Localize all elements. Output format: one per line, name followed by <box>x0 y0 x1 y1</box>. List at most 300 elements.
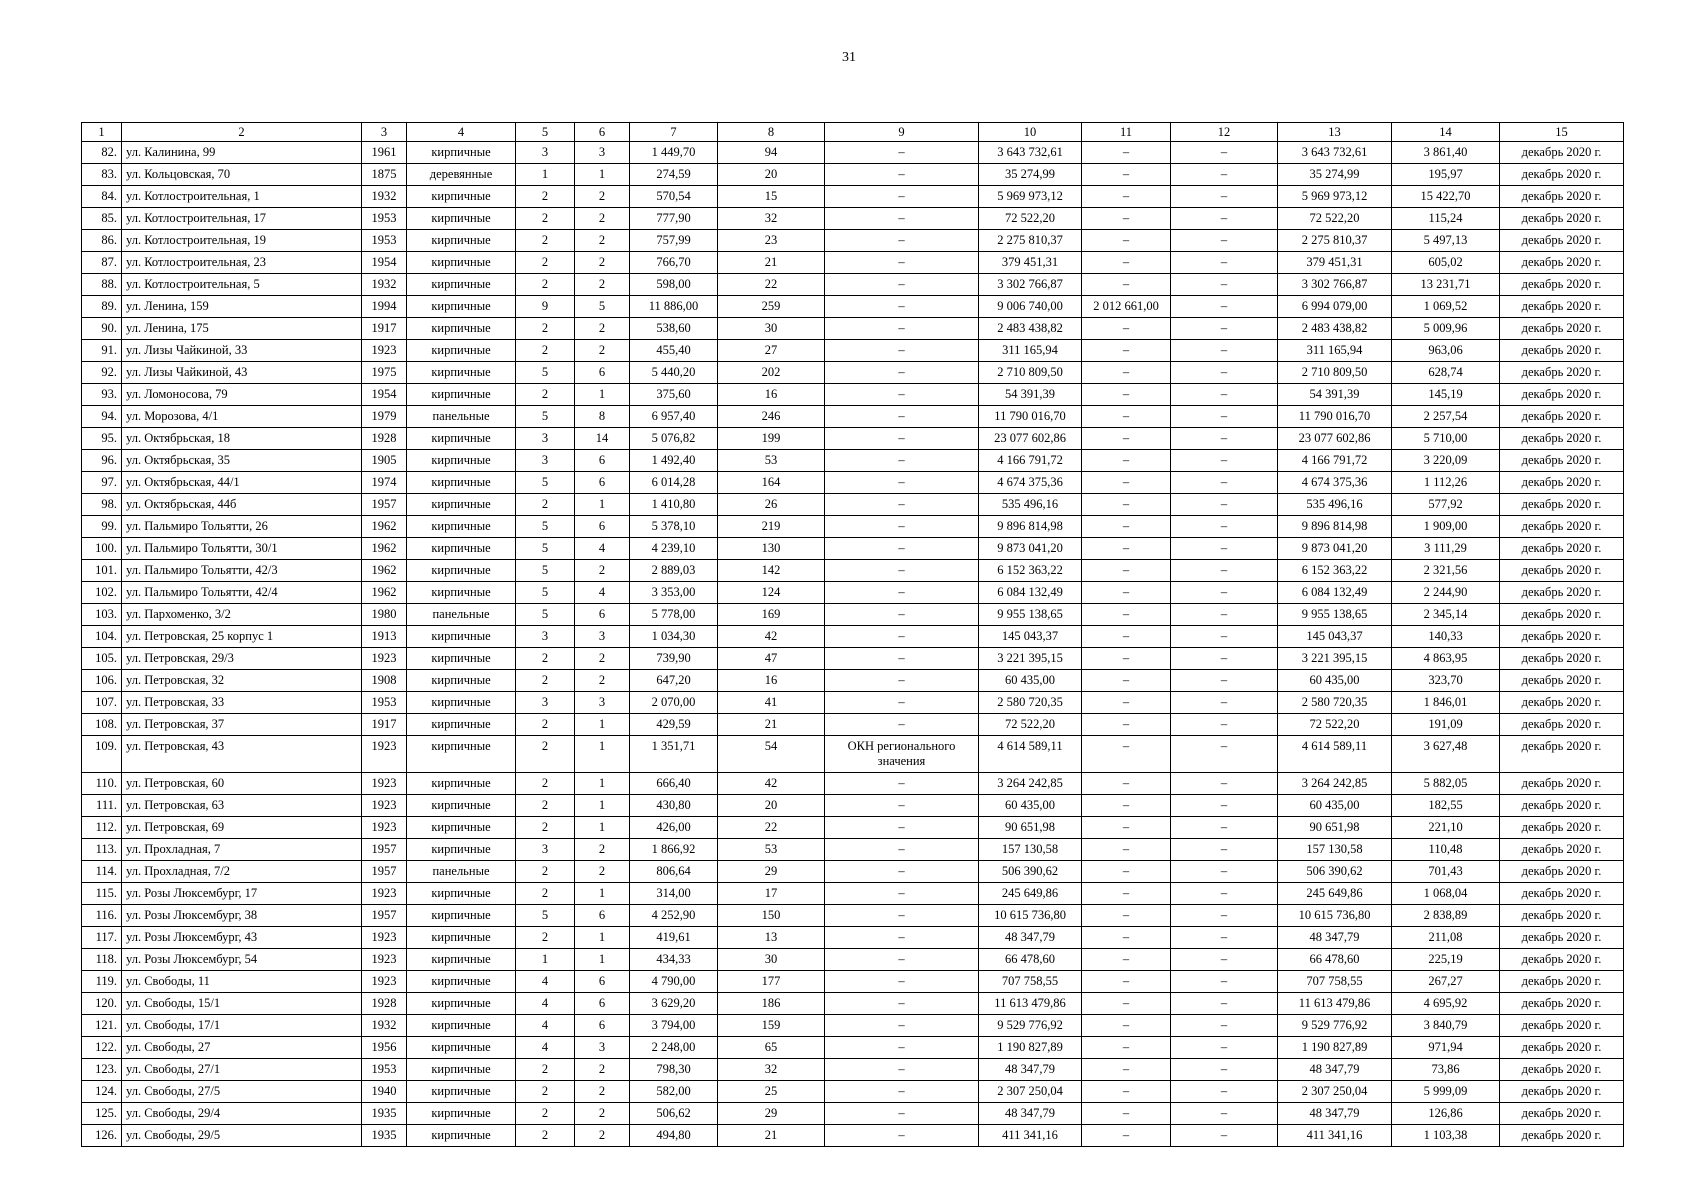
cell-heritage-status: – <box>825 949 979 971</box>
cell-address: ул. Пархоменко, 3/2 <box>122 604 362 626</box>
cell-completion-date: декабрь 2020 г. <box>1500 670 1624 692</box>
cell-completion-date: декабрь 2020 г. <box>1500 1059 1624 1081</box>
cell-total-cost: 9 896 814,98 <box>979 516 1082 538</box>
cell-wall-material: кирпичные <box>407 1103 516 1125</box>
cell-wall-material: кирпичные <box>407 472 516 494</box>
cell-cost-col-11: – <box>1082 450 1171 472</box>
cell-cost-col-13: 4 166 791,72 <box>1278 450 1392 472</box>
cell-year-built: 1928 <box>362 993 407 1015</box>
cell-year-built: 1953 <box>362 208 407 230</box>
cell-cost-col-12: – <box>1171 362 1278 384</box>
cell-heritage-status: – <box>825 971 979 993</box>
cell-year-built: 1962 <box>362 516 407 538</box>
cell-floors: 1 <box>516 949 575 971</box>
cell-cost-col-13: 10 615 736,80 <box>1278 905 1392 927</box>
cell-floors: 2 <box>516 1125 575 1147</box>
cell-heritage-status: – <box>825 773 979 795</box>
cell-heritage-status: – <box>825 604 979 626</box>
cell-floors: 4 <box>516 993 575 1015</box>
cell-total-area: 375,60 <box>630 384 718 406</box>
cell-total-area: 1 866,92 <box>630 839 718 861</box>
cell-row-number: 88. <box>82 274 122 296</box>
cell-cost-col-13: 54 391,39 <box>1278 384 1392 406</box>
cell-heritage-status: – <box>825 318 979 340</box>
cell-cost-per-sqm: 110,48 <box>1392 839 1500 861</box>
cell-year-built: 1953 <box>362 692 407 714</box>
cell-address: ул. Октябрьская, 18 <box>122 428 362 450</box>
cell-cost-per-sqm: 628,74 <box>1392 362 1500 384</box>
cell-cost-per-sqm: 3 840,79 <box>1392 1015 1500 1037</box>
cell-cost-col-12: – <box>1171 186 1278 208</box>
cell-row-number: 119. <box>82 971 122 993</box>
cell-year-built: 1975 <box>362 362 407 384</box>
cell-entrances: 3 <box>575 626 630 648</box>
cell-cost-col-12: – <box>1171 839 1278 861</box>
table-row <box>82 230 1624 252</box>
cell-wall-material: кирпичные <box>407 670 516 692</box>
table-row <box>82 274 1624 296</box>
cell-row-number: 96. <box>82 450 122 472</box>
cell-cost-col-11: – <box>1082 252 1171 274</box>
cell-row-number: 92. <box>82 362 122 384</box>
cell-heritage-status: – <box>825 208 979 230</box>
cell-cost-per-sqm: 225,19 <box>1392 949 1500 971</box>
cell-total-cost: 60 435,00 <box>979 670 1082 692</box>
cell-total-cost: 2 483 438,82 <box>979 318 1082 340</box>
cell-wall-material: кирпичные <box>407 795 516 817</box>
cell-wall-material: панельные <box>407 604 516 626</box>
table-row <box>82 318 1624 340</box>
cell-total-cost: 3 221 395,15 <box>979 648 1082 670</box>
cell-heritage-status: – <box>825 670 979 692</box>
cell-wall-material: кирпичные <box>407 516 516 538</box>
cell-entrances: 2 <box>575 318 630 340</box>
cell-address: ул. Розы Люксембург, 54 <box>122 949 362 971</box>
table-row <box>82 773 1624 795</box>
cell-residents: 29 <box>718 1103 825 1125</box>
cell-row-number: 98. <box>82 494 122 516</box>
cell-floors: 3 <box>516 839 575 861</box>
cell-entrances: 2 <box>575 670 630 692</box>
cell-entrances: 4 <box>575 582 630 604</box>
cell-heritage-status: – <box>825 450 979 472</box>
cell-cost-col-13: 48 347,79 <box>1278 927 1392 949</box>
column-header-5: 5 <box>516 123 575 142</box>
cell-wall-material: кирпичные <box>407 1059 516 1081</box>
cell-residents: 16 <box>718 384 825 406</box>
cell-address: ул. Котлостроительная, 19 <box>122 230 362 252</box>
column-header-15: 15 <box>1500 123 1624 142</box>
cell-completion-date: декабрь 2020 г. <box>1500 164 1624 186</box>
cell-floors: 2 <box>516 186 575 208</box>
cell-address: ул. Петровская, 60 <box>122 773 362 795</box>
cell-row-number: 111. <box>82 795 122 817</box>
cell-wall-material: кирпичные <box>407 1037 516 1059</box>
cell-heritage-status: – <box>825 1037 979 1059</box>
cell-wall-material: кирпичные <box>407 230 516 252</box>
cell-cost-col-12: – <box>1171 773 1278 795</box>
cell-wall-material: кирпичные <box>407 817 516 839</box>
cell-cost-col-13: 245 649,86 <box>1278 883 1392 905</box>
cell-total-area: 647,20 <box>630 670 718 692</box>
cell-floors: 4 <box>516 1037 575 1059</box>
cell-wall-material: кирпичные <box>407 252 516 274</box>
cell-total-cost: 72 522,20 <box>979 714 1082 736</box>
cell-year-built: 1923 <box>362 773 407 795</box>
cell-completion-date: декабрь 2020 г. <box>1500 861 1624 883</box>
cell-completion-date: декабрь 2020 г. <box>1500 142 1624 164</box>
cell-total-area: 314,00 <box>630 883 718 905</box>
cell-residents: 23 <box>718 230 825 252</box>
cell-address: ул. Ленина, 159 <box>122 296 362 318</box>
cell-total-area: 1 034,30 <box>630 626 718 648</box>
cell-cost-col-13: 48 347,79 <box>1278 1059 1392 1081</box>
cell-wall-material: кирпичные <box>407 428 516 450</box>
cell-cost-col-12: – <box>1171 494 1278 516</box>
cell-cost-col-12: – <box>1171 318 1278 340</box>
cell-residents: 65 <box>718 1037 825 1059</box>
table-row <box>82 795 1624 817</box>
cell-wall-material: кирпичные <box>407 582 516 604</box>
cell-heritage-status: – <box>825 817 979 839</box>
cell-completion-date: декабрь 2020 г. <box>1500 318 1624 340</box>
cell-cost-col-11: – <box>1082 670 1171 692</box>
cell-entrances: 2 <box>575 560 630 582</box>
cell-cost-col-13: 157 130,58 <box>1278 839 1392 861</box>
cell-row-number: 123. <box>82 1059 122 1081</box>
cell-cost-col-11: – <box>1082 516 1171 538</box>
cell-residents: 219 <box>718 516 825 538</box>
cell-address: ул. Ленина, 175 <box>122 318 362 340</box>
table-row <box>82 494 1624 516</box>
cell-wall-material: кирпичные <box>407 949 516 971</box>
cell-wall-material: кирпичные <box>407 538 516 560</box>
cell-total-cost: 48 347,79 <box>979 1103 1082 1125</box>
cell-total-area: 582,00 <box>630 1081 718 1103</box>
table-row <box>82 538 1624 560</box>
cell-cost-col-11: – <box>1082 949 1171 971</box>
table-row <box>82 186 1624 208</box>
cell-total-cost: 11 790 016,70 <box>979 406 1082 428</box>
cell-entrances: 3 <box>575 1037 630 1059</box>
cell-cost-per-sqm: 4 863,95 <box>1392 648 1500 670</box>
cell-cost-col-11: – <box>1082 817 1171 839</box>
cell-cost-col-13: 411 341,16 <box>1278 1125 1392 1147</box>
column-header-3: 3 <box>362 123 407 142</box>
cell-wall-material: кирпичные <box>407 648 516 670</box>
cell-cost-per-sqm: 73,86 <box>1392 1059 1500 1081</box>
cell-heritage-status: – <box>825 1015 979 1037</box>
cell-total-cost: 707 758,55 <box>979 971 1082 993</box>
cell-total-area: 5 778,00 <box>630 604 718 626</box>
cell-cost-col-11: – <box>1082 1059 1171 1081</box>
table-row <box>82 1059 1624 1081</box>
cell-total-area: 2 070,00 <box>630 692 718 714</box>
cell-cost-col-11: – <box>1082 692 1171 714</box>
cell-entrances: 2 <box>575 1103 630 1125</box>
cell-entrances: 2 <box>575 340 630 362</box>
cell-year-built: 1908 <box>362 670 407 692</box>
cell-cost-per-sqm: 126,86 <box>1392 1103 1500 1125</box>
cell-completion-date: декабрь 2020 г. <box>1500 340 1624 362</box>
cell-entrances: 1 <box>575 883 630 905</box>
cell-cost-col-13: 72 522,20 <box>1278 714 1392 736</box>
cell-floors: 3 <box>516 450 575 472</box>
cell-cost-col-13: 66 478,60 <box>1278 949 1392 971</box>
cell-cost-col-11: – <box>1082 428 1171 450</box>
cell-cost-col-11: – <box>1082 648 1171 670</box>
cell-cost-col-11: – <box>1082 1015 1171 1037</box>
cell-completion-date: декабрь 2020 г. <box>1500 692 1624 714</box>
cell-cost-col-12: – <box>1171 626 1278 648</box>
cell-total-cost: 23 077 602,86 <box>979 428 1082 450</box>
cell-completion-date: декабрь 2020 г. <box>1500 362 1624 384</box>
cell-total-cost: 5 969 973,12 <box>979 186 1082 208</box>
cell-address: ул. Пальмиро Тольятти, 42/3 <box>122 560 362 582</box>
cell-residents: 21 <box>718 1125 825 1147</box>
table-row <box>82 582 1624 604</box>
cell-cost-per-sqm: 3 111,29 <box>1392 538 1500 560</box>
cell-wall-material: кирпичные <box>407 773 516 795</box>
cell-cost-col-11: – <box>1082 164 1171 186</box>
cell-cost-per-sqm: 971,94 <box>1392 1037 1500 1059</box>
cell-wall-material: кирпичные <box>407 296 516 318</box>
column-header-7: 7 <box>630 123 718 142</box>
cell-heritage-status: – <box>825 1081 979 1103</box>
cell-heritage-status: – <box>825 406 979 428</box>
cell-cost-col-11: – <box>1082 230 1171 252</box>
cell-total-area: 538,60 <box>630 318 718 340</box>
cell-residents: 15 <box>718 186 825 208</box>
cell-entrances: 1 <box>575 927 630 949</box>
cell-heritage-status: – <box>825 230 979 252</box>
cell-address: ул. Розы Люксембург, 43 <box>122 927 362 949</box>
cell-total-cost: 9 006 740,00 <box>979 296 1082 318</box>
column-header-6: 6 <box>575 123 630 142</box>
cell-wall-material: кирпичные <box>407 1081 516 1103</box>
cell-heritage-status: – <box>825 582 979 604</box>
table-row <box>82 1081 1624 1103</box>
cell-year-built: 1923 <box>362 927 407 949</box>
cell-completion-date: декабрь 2020 г. <box>1500 883 1624 905</box>
cell-cost-col-13: 379 451,31 <box>1278 252 1392 274</box>
column-header-8: 8 <box>718 123 825 142</box>
cell-completion-date: декабрь 2020 г. <box>1500 538 1624 560</box>
table-row <box>82 296 1624 318</box>
cell-total-cost: 4 614 589,11 <box>979 736 1082 773</box>
cell-row-number: 126. <box>82 1125 122 1147</box>
cell-entrances: 1 <box>575 714 630 736</box>
cell-cost-col-13: 72 522,20 <box>1278 208 1392 230</box>
cell-residents: 21 <box>718 714 825 736</box>
cell-row-number: 107. <box>82 692 122 714</box>
cell-floors: 2 <box>516 208 575 230</box>
cell-cost-col-13: 6 084 132,49 <box>1278 582 1392 604</box>
cell-floors: 2 <box>516 1081 575 1103</box>
cell-wall-material: кирпичные <box>407 1015 516 1037</box>
cell-cost-col-11: 2 012 661,00 <box>1082 296 1171 318</box>
cell-cost-col-11: – <box>1082 340 1171 362</box>
cell-floors: 2 <box>516 1103 575 1125</box>
cell-year-built: 1953 <box>362 1059 407 1081</box>
cell-entrances: 6 <box>575 1015 630 1037</box>
cell-residents: 159 <box>718 1015 825 1037</box>
cell-row-number: 99. <box>82 516 122 538</box>
cell-wall-material: кирпичные <box>407 318 516 340</box>
cell-cost-col-11: – <box>1082 1037 1171 1059</box>
cell-total-cost: 35 274,99 <box>979 164 1082 186</box>
cell-completion-date: декабрь 2020 г. <box>1500 736 1624 773</box>
cell-total-cost: 4 674 375,36 <box>979 472 1082 494</box>
cell-residents: 32 <box>718 208 825 230</box>
cell-cost-per-sqm: 182,55 <box>1392 795 1500 817</box>
cell-total-cost: 48 347,79 <box>979 1059 1082 1081</box>
cell-completion-date: декабрь 2020 г. <box>1500 450 1624 472</box>
cell-total-area: 419,61 <box>630 927 718 949</box>
cell-address: ул. Петровская, 32 <box>122 670 362 692</box>
cell-residents: 41 <box>718 692 825 714</box>
cell-cost-col-12: – <box>1171 516 1278 538</box>
cell-row-number: 121. <box>82 1015 122 1037</box>
cell-cost-col-11: – <box>1082 714 1171 736</box>
table-row <box>82 560 1624 582</box>
cell-cost-col-12: – <box>1171 817 1278 839</box>
cell-cost-col-11: – <box>1082 406 1171 428</box>
cell-residents: 164 <box>718 472 825 494</box>
cell-cost-per-sqm: 5 497,13 <box>1392 230 1500 252</box>
table-row <box>82 993 1624 1015</box>
cell-wall-material: кирпичные <box>407 927 516 949</box>
column-header-14: 14 <box>1392 123 1500 142</box>
cell-row-number: 90. <box>82 318 122 340</box>
cell-cost-per-sqm: 4 695,92 <box>1392 993 1500 1015</box>
cell-cost-col-11: – <box>1082 318 1171 340</box>
column-header-2: 2 <box>122 123 362 142</box>
cell-cost-col-13: 90 651,98 <box>1278 817 1392 839</box>
cell-cost-per-sqm: 1 069,52 <box>1392 296 1500 318</box>
cell-row-number: 116. <box>82 905 122 927</box>
cell-cost-per-sqm: 605,02 <box>1392 252 1500 274</box>
cell-completion-date: декабрь 2020 г. <box>1500 1081 1624 1103</box>
cell-wall-material: кирпичные <box>407 714 516 736</box>
cell-entrances: 6 <box>575 516 630 538</box>
cell-cost-per-sqm: 1 068,04 <box>1392 883 1500 905</box>
cell-cost-col-11: – <box>1082 927 1171 949</box>
cell-total-cost: 3 264 242,85 <box>979 773 1082 795</box>
cell-wall-material: кирпичные <box>407 384 516 406</box>
cell-floors: 4 <box>516 971 575 993</box>
table-row <box>82 604 1624 626</box>
cell-floors: 2 <box>516 817 575 839</box>
cell-year-built: 1957 <box>362 861 407 883</box>
table-row <box>82 208 1624 230</box>
cell-cost-per-sqm: 115,24 <box>1392 208 1500 230</box>
cell-entrances: 2 <box>575 648 630 670</box>
cell-residents: 186 <box>718 993 825 1015</box>
cell-cost-col-13: 6 152 363,22 <box>1278 560 1392 582</box>
table-row <box>82 927 1624 949</box>
cell-cost-per-sqm: 195,97 <box>1392 164 1500 186</box>
cell-entrances: 1 <box>575 494 630 516</box>
cell-address: ул. Котлостроительная, 5 <box>122 274 362 296</box>
cell-residents: 199 <box>718 428 825 450</box>
cell-row-number: 89. <box>82 296 122 318</box>
cell-total-area: 6 014,28 <box>630 472 718 494</box>
cell-entrances: 2 <box>575 1059 630 1081</box>
cell-cost-per-sqm: 5 710,00 <box>1392 428 1500 450</box>
cell-address: ул. Свободы, 17/1 <box>122 1015 362 1037</box>
cell-year-built: 1957 <box>362 905 407 927</box>
cell-completion-date: декабрь 2020 г. <box>1500 773 1624 795</box>
cell-cost-col-11: – <box>1082 494 1171 516</box>
cell-row-number: 105. <box>82 648 122 670</box>
cell-address: ул. Розы Люксембург, 38 <box>122 905 362 927</box>
cell-floors: 2 <box>516 648 575 670</box>
cell-cost-col-12: – <box>1171 883 1278 905</box>
cell-wall-material: кирпичные <box>407 626 516 648</box>
cell-total-cost: 9 873 041,20 <box>979 538 1082 560</box>
column-header-11: 11 <box>1082 123 1171 142</box>
cell-address: ул. Котлостроительная, 17 <box>122 208 362 230</box>
cell-floors: 3 <box>516 142 575 164</box>
cell-entrances: 4 <box>575 538 630 560</box>
cell-row-number: 113. <box>82 839 122 861</box>
cell-cost-col-11: – <box>1082 472 1171 494</box>
cell-heritage-status: – <box>825 993 979 1015</box>
cell-residents: 42 <box>718 773 825 795</box>
cell-residents: 13 <box>718 927 825 949</box>
cell-entrances: 3 <box>575 142 630 164</box>
cell-cost-col-13: 2 275 810,37 <box>1278 230 1392 252</box>
cell-floors: 2 <box>516 714 575 736</box>
cell-total-cost: 4 166 791,72 <box>979 450 1082 472</box>
cell-cost-per-sqm: 191,09 <box>1392 714 1500 736</box>
cell-cost-col-11: – <box>1082 538 1171 560</box>
cell-total-cost: 2 710 809,50 <box>979 362 1082 384</box>
cell-heritage-status: – <box>825 384 979 406</box>
cell-entrances: 8 <box>575 406 630 428</box>
cell-total-area: 757,99 <box>630 230 718 252</box>
cell-year-built: 1957 <box>362 494 407 516</box>
cell-wall-material: деревянные <box>407 164 516 186</box>
cell-completion-date: декабрь 2020 г. <box>1500 1125 1624 1147</box>
cell-floors: 5 <box>516 472 575 494</box>
cell-entrances: 1 <box>575 773 630 795</box>
cell-floors: 3 <box>516 626 575 648</box>
cell-total-area: 274,59 <box>630 164 718 186</box>
cell-year-built: 1923 <box>362 340 407 362</box>
cell-wall-material: кирпичные <box>407 736 516 773</box>
cell-cost-col-12: – <box>1171 670 1278 692</box>
cell-cost-col-11: – <box>1082 384 1171 406</box>
cell-row-number: 115. <box>82 883 122 905</box>
cell-floors: 2 <box>516 274 575 296</box>
cell-entrances: 6 <box>575 450 630 472</box>
housing-registry-table <box>81 122 1624 1147</box>
cell-address: ул. Котлостроительная, 23 <box>122 252 362 274</box>
cell-residents: 29 <box>718 861 825 883</box>
cell-cost-col-12: – <box>1171 164 1278 186</box>
table-row <box>82 406 1624 428</box>
cell-floors: 2 <box>516 252 575 274</box>
cell-cost-col-13: 11 613 479,86 <box>1278 993 1392 1015</box>
cell-residents: 150 <box>718 905 825 927</box>
cell-cost-per-sqm: 5 009,96 <box>1392 318 1500 340</box>
cell-total-area: 5 378,10 <box>630 516 718 538</box>
cell-heritage-status: – <box>825 927 979 949</box>
cell-row-number: 118. <box>82 949 122 971</box>
cell-row-number: 97. <box>82 472 122 494</box>
